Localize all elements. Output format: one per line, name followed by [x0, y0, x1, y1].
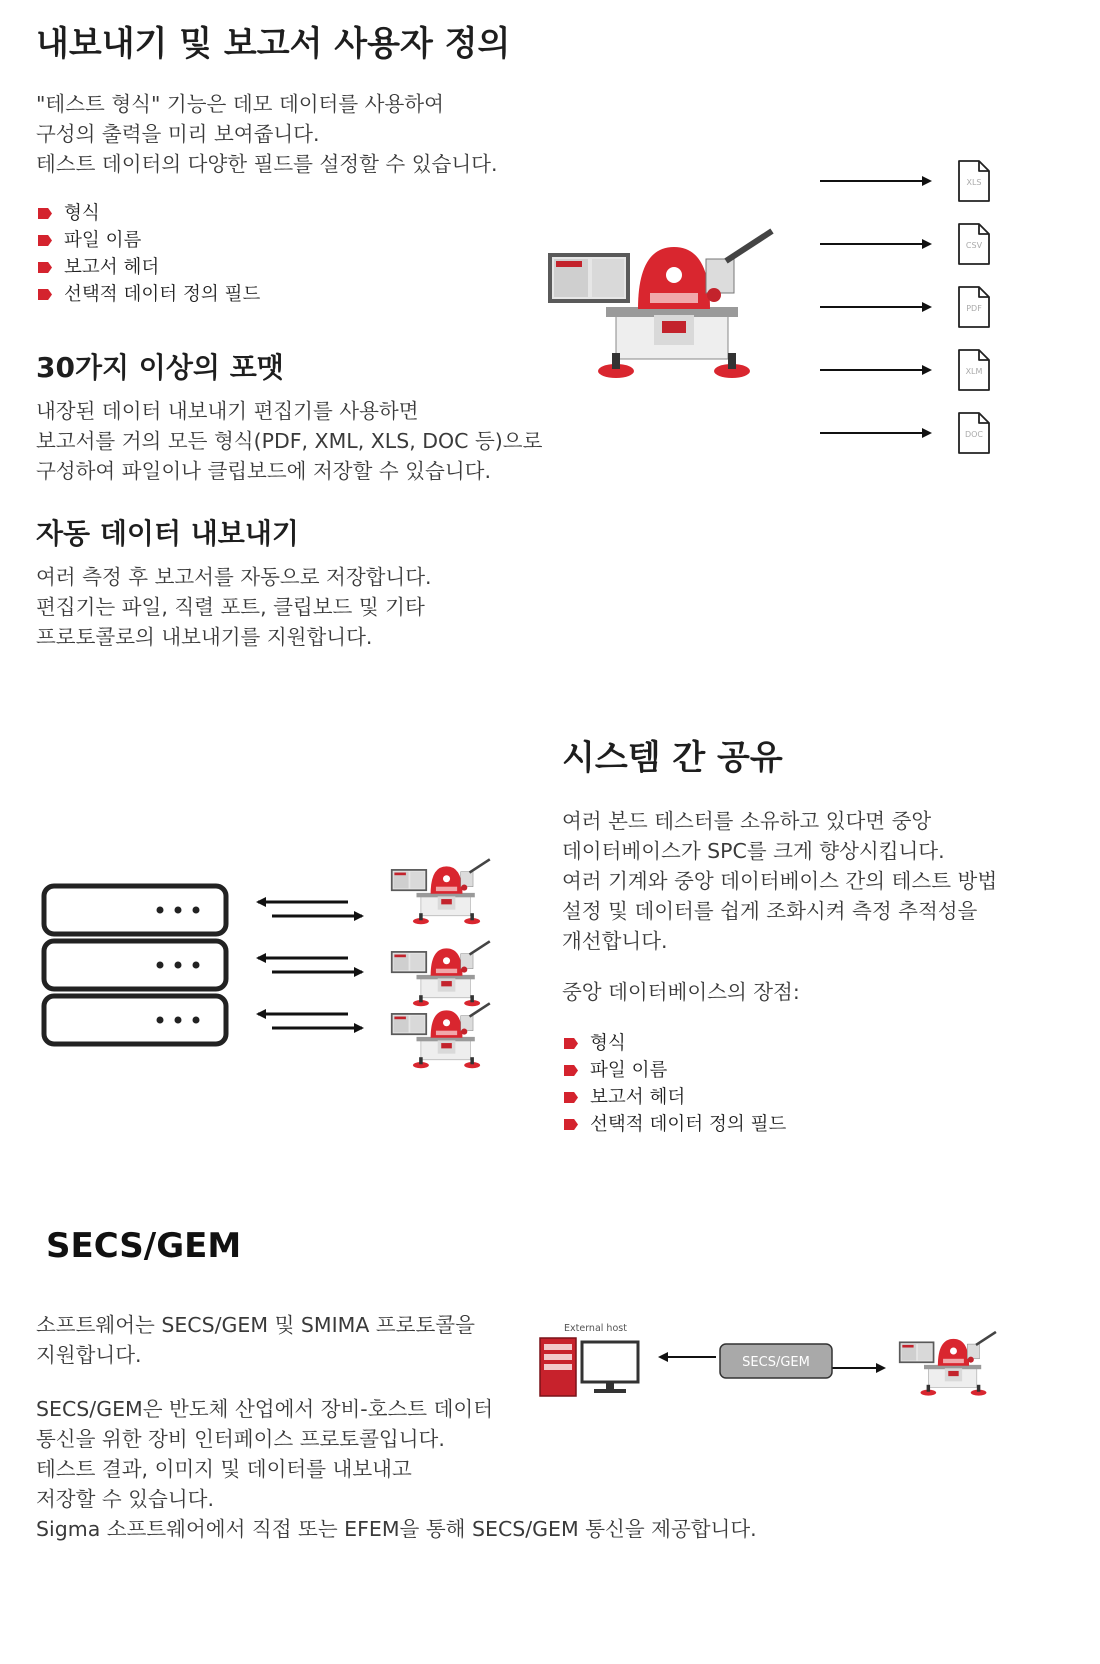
list-item: 파일 이름 — [38, 227, 260, 254]
secs-gem-protocol-box — [720, 1344, 832, 1378]
secs-gem-figure — [536, 1316, 1006, 1406]
external-host-label: External host — [564, 1323, 627, 1334]
database-sharing-figure — [36, 850, 506, 1080]
intro-paragraph — [36, 89, 536, 179]
page-title: 내보내기 및 보고서 사용자 정의 — [36, 24, 511, 64]
file-doc-icon — [959, 413, 989, 453]
list-item: 선택적 데이터 정의 필드 — [564, 1111, 786, 1138]
auto-export-heading: 자동 데이터 내보내기 — [36, 517, 299, 550]
file-xls-icon — [959, 161, 989, 201]
bullet-marker-icon — [38, 262, 52, 273]
bond-tester-image — [391, 859, 490, 924]
file-type-label: PDF — [966, 304, 982, 313]
bond-tester-image — [391, 1003, 490, 1068]
formats-heading: 30가지 이상의 포맷 — [36, 351, 284, 384]
file-type-label: XLM — [965, 367, 983, 376]
list-item: 형식 — [38, 200, 260, 227]
sync-arrows — [258, 902, 362, 1028]
bond-tester-image — [548, 231, 772, 378]
list-item: 보고서 헤더 — [38, 254, 260, 281]
bullet-marker-icon — [564, 1038, 578, 1049]
file-type-label: XLS — [966, 178, 982, 187]
intro-line: 테스트 데이터의 다양한 필드를 설정할 수 있습니다. — [36, 152, 498, 176]
intro-line: "테스트 형식" 기능은 데모 데이터를 사용하여 — [36, 92, 444, 116]
bullet-marker-icon — [38, 289, 52, 300]
sharing-heading: 시스템 간 공유 — [562, 738, 783, 778]
secs-gem-heading: SECS/GEM — [46, 1226, 242, 1266]
export-arrows — [820, 181, 930, 433]
host-monitor-icon — [582, 1342, 638, 1393]
export-figure — [540, 150, 1020, 470]
bullet-marker-icon — [564, 1065, 578, 1076]
list-item: 파일 이름 — [564, 1057, 786, 1084]
file-xlm-icon — [959, 350, 989, 390]
bond-tester-image — [391, 941, 490, 1006]
file-csv-icon — [959, 224, 989, 264]
bullet-marker-icon — [564, 1119, 578, 1130]
benefits-list — [564, 1030, 786, 1138]
bullet-marker-icon — [564, 1092, 578, 1103]
bullet-marker-icon — [38, 208, 52, 219]
bullet-marker-icon — [38, 235, 52, 246]
feature-list — [38, 200, 260, 308]
bond-tester-image — [899, 1332, 996, 1396]
formats-paragraph: 내장된 데이터 내보내기 편집기를 사용하면 보고서를 거의 모든 형식(PDF, XML, XLS, DOC 등)으로 구성하여 파일이나 클립보드에 저장할 수 있습니다. — [36, 399, 543, 483]
host-server-icon — [540, 1338, 576, 1396]
secs-gem-paragraph-2: SECS/GEM은 반도체 산업에서 장비-호스트 데이터 통신을 위한 장비 인터페이스 프로토콜입니다. 테스트 결과, 이미지 및 데이터를 내보내고 저장할 수 있습니다. Sigma 소프트웨어에서 직접 또는 EFEM을 통해 SECS/GEM 통신을 제공합니다. — [36, 1397, 757, 1541]
file-pdf-icon — [959, 287, 989, 327]
list-item: 형식 — [564, 1030, 786, 1057]
sharing-paragraph: 여러 본드 테스터를 소유하고 있다면 중앙 데이터베이스가 SPC를 크게 향상시킵니다. 여러 기계와 중앙 데이터베이스 간의 테스트 방법 설정 및 데이터를 쉽게 조화시켜 측정 추적성을 개선합니다. — [562, 809, 998, 953]
protocol-label: SECS/GEM — [742, 1355, 810, 1370]
file-type-label: CSV — [965, 241, 983, 250]
intro-line: 구성의 출력을 미리 보여줍니다. — [36, 122, 320, 146]
benefits-title: 중앙 데이터베이스의 장점: — [562, 980, 800, 1004]
list-item: 선택적 데이터 정의 필드 — [38, 281, 260, 308]
list-item: 보고서 헤더 — [564, 1084, 786, 1111]
database-server-icon — [44, 886, 226, 1044]
auto-export-paragraph: 여러 측정 후 보고서를 자동으로 저장합니다. 편집기는 파일, 직렬 포트, 클립보드 및 기타 프로토콜로의 내보내기를 지원합니다. — [36, 565, 432, 649]
file-type-label: DOC — [964, 430, 984, 439]
secs-gem-paragraph-1: 소프트웨어는 SECS/GEM 및 SMIMA 프로토콜을 지원합니다. — [36, 1313, 475, 1367]
